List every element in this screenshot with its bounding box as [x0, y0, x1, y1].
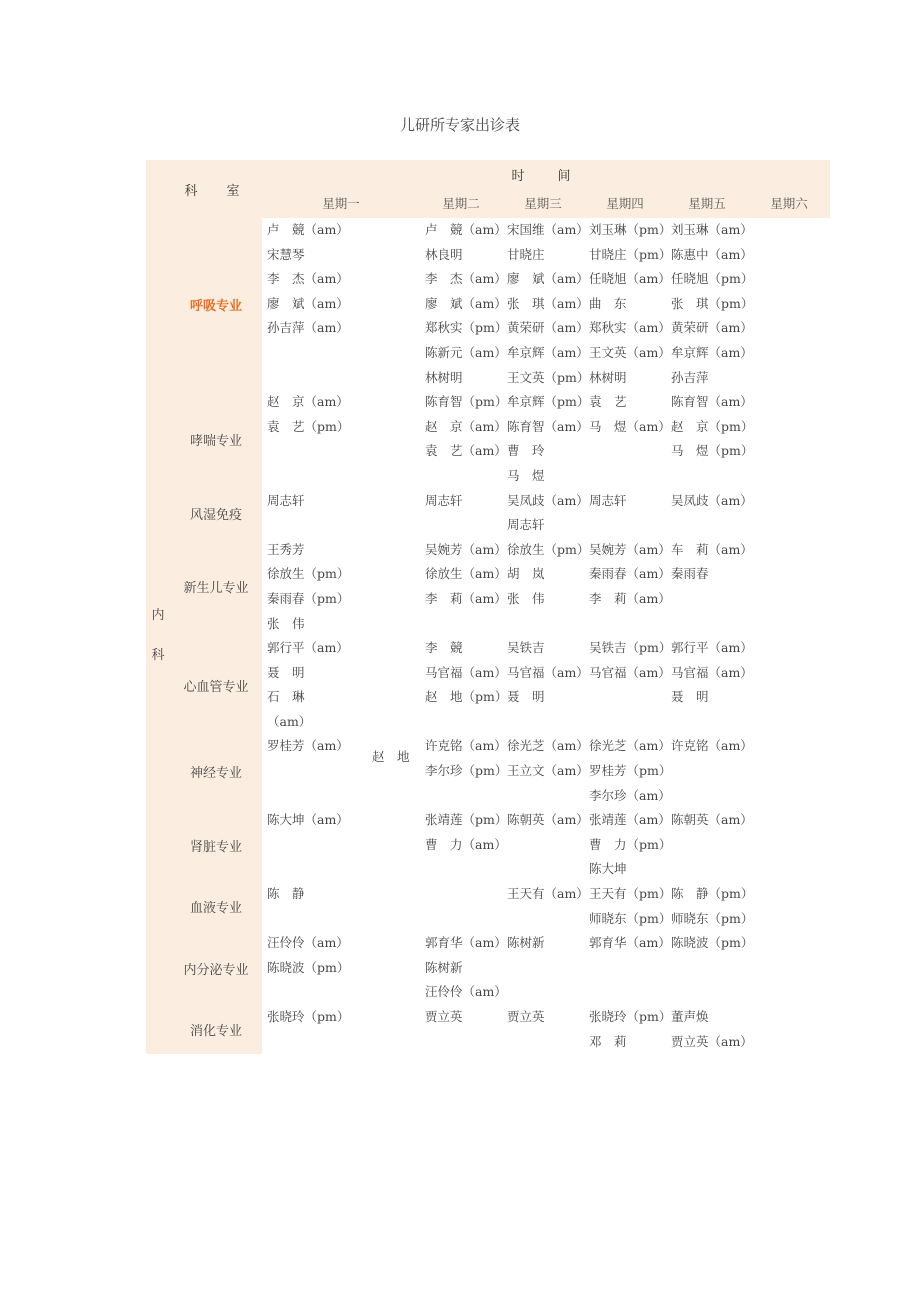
doctor-entry: 马官福（am） [507, 664, 589, 680]
doctor-entry: 袁 艺 [589, 394, 627, 410]
schedule-cell [748, 808, 830, 882]
doctor-entry: 刘玉琳（am） [671, 222, 753, 237]
schedule-cell [420, 489, 502, 538]
schedule-cell [262, 1005, 420, 1054]
schedule-cell [584, 1005, 672, 1054]
doctor-entry: 张靖莲（pm） [425, 812, 508, 828]
schedule-cell [502, 931, 584, 1005]
doctor-entry: 甘晓庄（pm） [589, 246, 672, 262]
doctor-entry: 徐光芝（am） [589, 738, 671, 754]
doctor-entry: 聂 明 [671, 689, 709, 705]
doctor-entry: 王立文（am） [507, 763, 589, 779]
schedule-cell [420, 882, 502, 931]
schedule-cell [502, 1005, 584, 1054]
schedule-cell [420, 808, 508, 882]
doctor-entry: 李尔珍（pm） [425, 763, 508, 779]
schedule-cell [748, 882, 830, 931]
schedule-cell [666, 489, 753, 538]
schedule-cell [262, 882, 420, 931]
specialty-name[interactable]: 呼吸专业 [170, 218, 262, 390]
time-header: 时 间 [262, 160, 830, 188]
schedule-cell [584, 636, 672, 734]
table-row [146, 538, 830, 636]
doctor-entry: 郭行平（am） [267, 640, 349, 656]
schedule-cell [420, 218, 508, 390]
doctor-entry: 李 莉（am） [589, 590, 671, 606]
doctor-entry: 王秀芳 [267, 541, 305, 557]
doctor-entry: 孙吉萍（am） [267, 320, 349, 336]
doctor-entry: 陈惠中（am） [671, 246, 753, 262]
doctor-entry: 林良明 [425, 246, 463, 262]
schedule-cell [666, 218, 754, 390]
doctor-entry: 陈朝英（am） [507, 812, 589, 828]
doctor-entry: 秦雨春（am） [589, 566, 671, 582]
schedule-cell [666, 931, 754, 1005]
schedule-cell [666, 390, 754, 488]
doctor-entry: 邓 莉 [589, 1033, 627, 1049]
doctor-entry: 车 莉（am） [671, 541, 753, 557]
doctor-entry: 牟京辉（pm） [507, 394, 590, 410]
schedule-cell [502, 636, 589, 734]
doctor-entry: 贾立英 [507, 1009, 545, 1024]
table-row [146, 882, 830, 931]
specialty-name: 血液专业 [170, 882, 262, 931]
schedule-cell [666, 808, 753, 882]
doctor-entry: 任晓旭（am） [589, 271, 671, 287]
doctor-entry: 陈朝英（am） [671, 812, 753, 828]
doctor-entry: 郑秋实（pm） [425, 320, 508, 336]
doctor-entry: 吴凤歧（am） [671, 492, 753, 508]
table-row [146, 489, 830, 538]
schedule-cell [502, 390, 590, 488]
doctor-entry: 马官福（am） [671, 664, 753, 680]
schedule-cell [584, 538, 671, 636]
doctor-entry: 廖 斌（am） [267, 295, 349, 311]
doctor-entry: 赵 京（pm） [671, 418, 754, 434]
specialty-name: 哮喘专业 [170, 390, 262, 488]
category-char: 科 [151, 648, 165, 664]
doctor-entry: 张 琪（am） [507, 295, 589, 311]
doctor-entry: 马 煜 [507, 467, 545, 483]
category-char: 内 [151, 608, 165, 624]
doctor-entry: 陈树新 [507, 935, 545, 951]
specialty-name: 神经专业 [170, 734, 262, 808]
schedule-cell [748, 734, 830, 808]
schedule-cell [262, 931, 420, 1005]
doctor-entry: 李 莉（am） [425, 590, 507, 606]
schedule-cell [262, 538, 420, 636]
doctor-entry: 贾立英 [425, 1009, 463, 1024]
schedule-cell [420, 1005, 502, 1054]
doctor-entry: 胡 岚 [507, 566, 545, 582]
doctor-entry: 张晓玲（pm） [267, 1009, 350, 1024]
doctor-entry: 陈大坤 [589, 861, 627, 877]
schedule-cell [502, 538, 590, 636]
schedule-cell [420, 538, 507, 636]
schedule-cell [584, 882, 672, 931]
doctor-entry: 罗桂芳（am） [267, 738, 349, 754]
doctor-entry: 张靖莲（am） [589, 812, 671, 828]
doctor-entry: 陈树新 [425, 959, 463, 975]
doctor-entry: 许克铭（am） [671, 738, 753, 754]
schedule-cell [666, 734, 753, 808]
doctor-entry: 吴铁吉 [507, 640, 545, 656]
doctor-entry: 许克铭（am） [425, 738, 507, 754]
schedule-cell [748, 218, 830, 390]
doctor-entry: 郭育华（am） [425, 935, 507, 951]
doctor-entry: 袁 艺（pm） [267, 418, 350, 434]
schedule-cell [584, 489, 666, 538]
doctor-entry: 林树明 [425, 369, 463, 385]
doctor-entry: 张 伟 [507, 590, 545, 606]
doctor-entry: 郭育华（am） [589, 935, 671, 951]
doctor-entry: 郑秋实（am） [589, 320, 671, 336]
table-row [146, 636, 830, 734]
doctor-entry: 周志轩 [267, 492, 305, 508]
doctor-entry: 马官福（am） [425, 664, 507, 680]
doctor-entry: 徐放生（pm） [267, 566, 350, 582]
header-corner [146, 160, 170, 218]
day-header: 星期六 [748, 188, 830, 218]
table-row [146, 808, 830, 882]
doctor-entry: 徐放生（pm） [507, 541, 590, 557]
doctor-entry: 李尔珍（am） [589, 787, 671, 803]
doctor-entry: 刘玉琳（pm） [589, 222, 672, 237]
doctor-entry: 郭行平（am） [671, 640, 753, 656]
doctor-entry: 周志轩 [507, 517, 545, 533]
doctor-entry: 赵 地（pm） [425, 689, 508, 705]
schedule-cell [748, 538, 830, 636]
doctor-entry: 卢 競（am） [425, 222, 507, 237]
doctor-entry: 罗桂芳（pm） [589, 763, 672, 779]
schedule-cell [748, 489, 830, 538]
day-header: 星期二 [420, 188, 502, 218]
doctor-entry: 李 競 [425, 640, 463, 656]
dept-header: 科 室 [170, 160, 262, 218]
schedule-cell [420, 931, 507, 1005]
schedule-cell [420, 636, 508, 734]
table-row [146, 218, 830, 390]
doctor-entry: 陈育智（am） [671, 394, 753, 410]
doctor-entry: 陈晓波（pm） [267, 959, 350, 975]
doctor-entry: 牟京辉（am） [671, 344, 753, 360]
schedule-cell [584, 218, 672, 390]
doctor-entry: 曹 玲 [507, 443, 545, 459]
schedule-cell [748, 1005, 830, 1054]
schedule-cell [584, 808, 672, 882]
doctor-entry: 袁 艺（am） [425, 443, 507, 459]
doctor-entry: 徐放生（am） [425, 566, 507, 582]
schedule-cell [420, 390, 508, 488]
schedule-cell [262, 636, 420, 734]
schedule-cell [666, 882, 754, 931]
doctor-entry: 曹 力（pm） [589, 836, 672, 852]
doctor-entry: 王天有（am） [507, 886, 589, 902]
doctor-entry: 牟京辉（am） [507, 344, 589, 360]
doctor-entry: 马官福（am） [589, 664, 671, 680]
doctor-entry: 陈大坤（am） [267, 812, 349, 828]
doctor-entry: 马 煜（am） [589, 418, 671, 434]
schedule-cell [666, 538, 753, 636]
doctor-entry: 马 煜（pm） [671, 443, 754, 459]
doctor-entry: 汪伶伶（am） [425, 984, 507, 1000]
clinic-schedule-table [146, 160, 830, 1054]
doctor-entry: 石 琳 [267, 689, 305, 705]
page-title: 儿研所专家出诊表 [399, 116, 520, 134]
schedule-cell [262, 489, 420, 538]
doctor-entry: 李 杰（am） [267, 271, 349, 287]
doctor-entry: 宋国维（am） [507, 222, 589, 237]
doctor-entry: 陈 静 [267, 886, 305, 902]
doctor-entry: 林树明 [589, 369, 627, 385]
schedule-cell [262, 218, 420, 390]
schedule-cell [262, 390, 420, 488]
doctor-entry: 张晓玲（pm） [589, 1009, 672, 1024]
doctor-entry: 宋慧琴 [267, 246, 305, 262]
schedule-cell [502, 882, 589, 931]
doctor-entry: 王文英（am） [589, 344, 671, 360]
doctor-entry: 黄荣研（am） [671, 320, 753, 336]
doctor-entry: 吴婉芳（am） [425, 541, 507, 557]
doctor-entry: 汪伶伶（am） [267, 935, 349, 951]
doctor-entry: 师晓东（pm） [671, 910, 754, 926]
doctor-entry: 陈晓波（pm） [671, 935, 754, 951]
specialty-name: 消化专业 [170, 1005, 262, 1054]
doctor-entry: 吴凤歧（am） [507, 492, 589, 508]
table-row [146, 734, 830, 808]
doctor-entry: 周志轩 [425, 492, 463, 508]
schedule-cell [666, 1005, 753, 1054]
doctor-entry: 师晓东（pm） [589, 910, 672, 926]
doctor-entry: 吴婉芳（am） [589, 541, 671, 557]
specialty-name: 内分泌专业 [170, 931, 262, 1005]
doctor-entry: 徐光芝（am） [507, 738, 589, 754]
specialty-name: 新生儿专业 [170, 538, 262, 636]
doctor-entry: 聂 明 [267, 664, 305, 680]
doctor-entry: 陈育智（pm） [425, 394, 508, 410]
doctor-entry: 陈 静（pm） [671, 886, 754, 902]
doctor-entry: 张 伟 [267, 615, 305, 631]
doctor-entry: 王天有（pm） [589, 886, 672, 902]
doctor-entry: 王文英（pm） [507, 369, 590, 385]
doctor-entry: 卢 競（am） [267, 222, 349, 237]
doctor-entry: 赵 京（am） [425, 418, 507, 434]
doctor-entry: 秦雨春（pm） [267, 590, 350, 606]
schedule-cell [502, 489, 589, 538]
specialty-name: 风湿免疫 [170, 489, 262, 538]
schedule-cell [502, 734, 589, 808]
schedule-cell [584, 931, 671, 1005]
doctor-entry: 董声焕 [671, 1009, 709, 1024]
schedule-cell [748, 390, 830, 488]
schedule-cell [666, 636, 753, 734]
extra-doctor-label: 赵 地 [372, 749, 410, 764]
schedule-cell [502, 218, 590, 390]
day-header: 星期一 [262, 188, 420, 218]
doctor-entry: 陈新元（am） [425, 344, 507, 360]
table-row [146, 390, 830, 488]
doctor-entry: （am） [267, 713, 312, 729]
day-header: 星期五 [666, 188, 748, 218]
doctor-entry: 周志轩 [589, 492, 627, 508]
doctor-entry: 聂 明 [507, 689, 545, 705]
doctor-entry: 廖 斌（am） [507, 271, 589, 287]
doctor-entry: 曹 力（am） [425, 836, 507, 852]
table-row [146, 931, 830, 1005]
day-header: 星期三 [502, 188, 584, 218]
doctor-entry: 李 杰（am） [425, 271, 507, 287]
doctor-entry: 曲 东 [589, 295, 627, 311]
doctor-entry: 任晓旭（pm） [671, 271, 754, 287]
schedule-cell [262, 808, 420, 882]
doctor-entry: 吴铁吉（pm） [589, 640, 672, 656]
category-internal-medicine [146, 218, 170, 1054]
doctor-entry: 孙吉萍 [671, 369, 709, 385]
doctor-entry: 黄荣研（am） [507, 320, 589, 336]
specialty-name: 肾脏专业 [170, 808, 262, 882]
schedule-cell [584, 734, 672, 808]
specialty-name: 心血管专业 [170, 636, 262, 734]
schedule-cell [420, 734, 508, 808]
doctor-entry: 陈育智（am） [507, 418, 589, 434]
schedule-cell [502, 808, 589, 882]
doctor-entry: 赵 京（am） [267, 394, 349, 410]
doctor-entry: 秦雨春 [671, 566, 709, 582]
doctor-entry: 贾立英（am） [671, 1033, 753, 1049]
schedule-cell [748, 636, 830, 734]
doctor-entry: 甘晓庄 [507, 246, 545, 262]
table-row [146, 1005, 830, 1054]
schedule-cell [262, 734, 420, 808]
day-header: 星期四 [584, 188, 666, 218]
doctor-entry: 廖 斌（am） [425, 295, 507, 311]
schedule-cell [748, 931, 830, 1005]
doctor-entry: 张 琪（pm） [671, 295, 754, 311]
schedule-cell [584, 390, 671, 488]
